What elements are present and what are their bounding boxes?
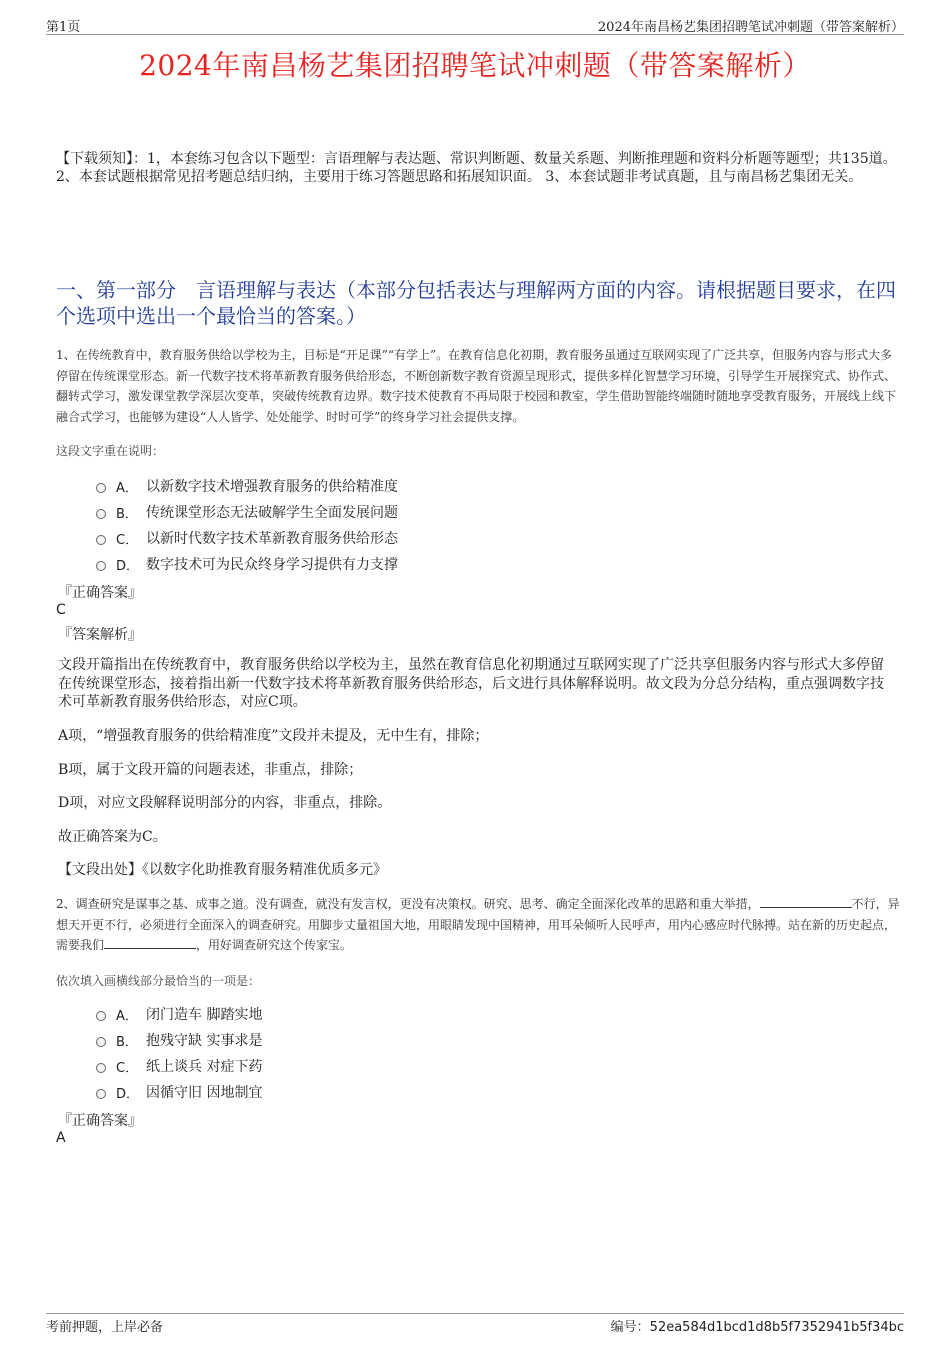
radio-icon[interactable] (96, 1037, 106, 1047)
radio-icon[interactable] (96, 561, 106, 571)
question-1-analysis-d: D项，对应文段解释说明部分的内容，非重点，排除。 (58, 795, 392, 811)
question-1-option-c[interactable]: C． 以新时代数字技术革新教育服务供给形态 (96, 525, 398, 551)
question-1-prompt: 这段文字重在说明： (56, 444, 165, 458)
question-1-source: 【文段出处】《以数字化助推教育服务精准优质多元》 (58, 862, 387, 878)
question-2-option-c[interactable]: C． 纸上谈兵 对症下药 (96, 1053, 262, 1079)
radio-icon[interactable] (96, 1011, 106, 1021)
question-1-option-b[interactable]: B． 传统课堂形态无法破解学生全面发展问题 (96, 499, 398, 525)
question-2-answer: A (56, 1130, 66, 1146)
footer-slogan: 考前押题，上岸必备 (46, 1320, 164, 1335)
question-1-analysis-conclusion: 故正确答案为C。 (58, 829, 167, 845)
fill-blank-2 (104, 936, 196, 949)
radio-icon[interactable] (96, 1063, 106, 1073)
download-notice: 【下载须知】：1，本套练习包含以下题型：言语理解与表达题、常识判断题、数量关系题、判断推理题和资料分析题等题型；共135道。 2、本套试题根据常见招考题总结归纳，主要用于练习答题思路和拓展知识面。 3、本套试题非考试真题，且与南昌杨艺集团无关。 (56, 151, 897, 185)
header-doc-title: 2024年南昌杨艺集团招聘笔试冲刺题（带答案解析） (597, 20, 904, 35)
question-1-analysis-a: A项，“增强教育服务的供给精准度”文段并未提及，无中生有，排除； (58, 728, 489, 744)
question-1-analysis-main: 文段开篇指出在传统教育中，教育服务供给以学校为主，虽然在教育信息化初期通过互联网实现了广泛共享但服务内容与形式大多停留在传统课堂形态，接着指出新一代数字技术将革新教育服务供给形态，后文进行具体解释说明。故文段为分总分结构，重点强调数字技术可革新教育服务供给形态，对应C项。 (58, 657, 884, 710)
question-1-text: 1、在传统教育中，教育服务供给以学校为主，目标是“开足课”“有学上”。在教育信息化初期，教育服务虽通过互联网实现了广泛共享，但服务内容与形式大多停留在传统课堂形态。新一代数字技术将革新教育服务供给形态，不断创新数字教育资源呈现形式，提供多样化智慧学习环境，引导学生开展探究式、协作式、翻转式学习，激发课堂教学深层次变革，突破传统教育边界。数字技术使教育不再局限于校园和教室，学生借助智能终端随时随地享受教育服务，开展线上线下融合式学习，也能够为建设“人人皆学、处处能学、时时可学”的终身学习社会提供支撑。 (56, 348, 897, 424)
radio-icon[interactable] (96, 1089, 106, 1099)
radio-icon[interactable] (96, 509, 106, 519)
page-title: 2024年南昌杨艺集团招聘笔试冲刺题（带答案解析） (139, 49, 811, 82)
page-header (46, 14, 904, 35)
page-footer (46, 1313, 904, 1335)
question-2-options (96, 1001, 262, 1105)
question-1-answer: C (56, 602, 66, 618)
correct-answer-label: 『正确答案』 (58, 585, 142, 601)
question-2-prompt: 依次填入画横线部分最恰当的一项是： (56, 974, 261, 988)
question-1-analysis-b: B项，属于文段开篇的问题表述，非重点，排除； (58, 762, 363, 778)
analysis-label: 『答案解析』 (58, 627, 142, 643)
footer-code: 编号：52ea584d1bcd1d8b5f7352941b5f34bc (610, 1320, 904, 1335)
radio-icon[interactable] (96, 483, 106, 493)
fill-blank-1 (760, 895, 852, 908)
page-number: 第1页 (46, 20, 81, 35)
question-2-option-a[interactable]: A． 闭门造车 脚踏实地 (96, 1001, 262, 1027)
question-1-option-d[interactable]: D． 数字技术可为民众终身学习提供有力支撑 (96, 551, 398, 577)
question-2-text: 2、调查研究是谋事之基、成事之道。没有调查，就没有发言权，更没有决策权。研究、思考、确定全面深化改革的思路和重大举措， 不行，异想天开更不行，必须进行全面深入的调查研究。用脚步丈量祖国大地，用眼睛发现中国精神，用耳朵倾听人民呼声，用内心感应时代脉搏。站在新的历史起点，需要我们 ，用好调查研究这个传家宝。 (56, 897, 900, 952)
question-2-option-b[interactable]: B． 抱残守缺 实事求是 (96, 1027, 262, 1053)
correct-answer-label: 『正确答案』 (58, 1113, 142, 1129)
question-1-options (96, 473, 398, 577)
section-heading: 一、第一部分 言语理解与表达（本部分包括表达与理解两方面的内容。请根据题目要求，在四个选项中选出一个最恰当的答案。） (56, 278, 896, 328)
question-2-option-d[interactable]: D． 因循守旧 因地制宜 (96, 1079, 262, 1105)
radio-icon[interactable] (96, 535, 106, 545)
question-1-option-a[interactable]: A． 以新数字技术增强教育服务的供给精准度 (96, 473, 398, 499)
